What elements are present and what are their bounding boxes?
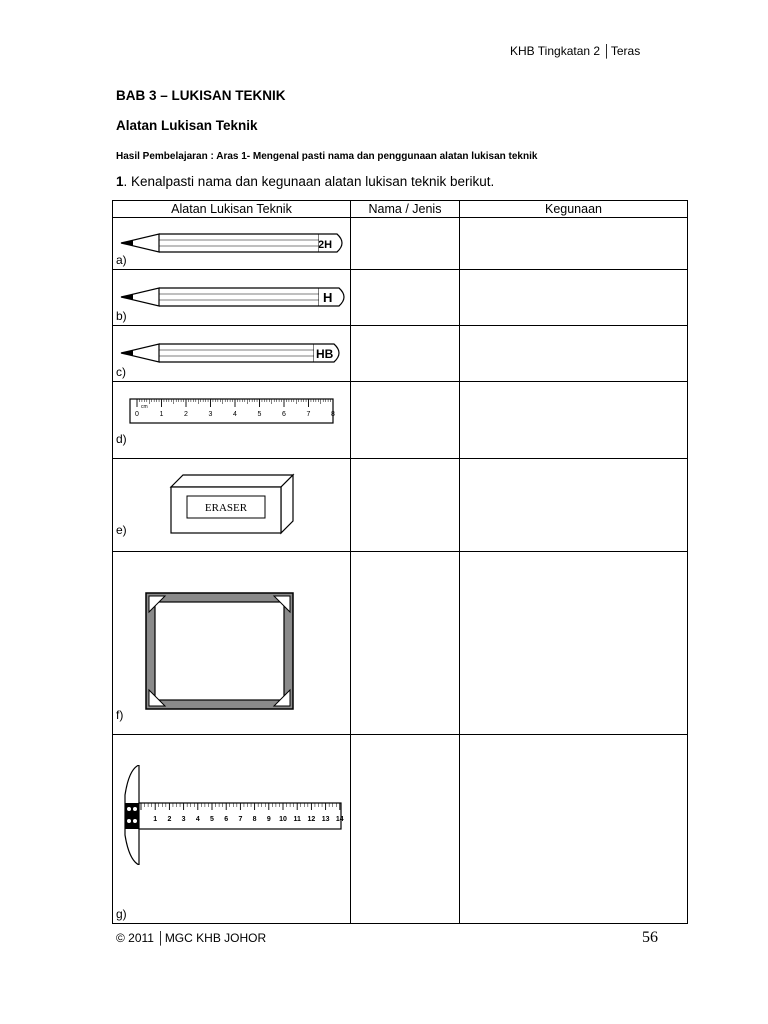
pencil-grade-label: HB <box>316 347 334 361</box>
usage-cell[interactable] <box>460 326 688 382</box>
scale-number: 7 <box>306 411 311 418</box>
name-cell[interactable] <box>351 218 460 270</box>
name-cell[interactable] <box>351 459 460 552</box>
usage-cell[interactable] <box>460 735 688 924</box>
pencil-hb-icon <box>119 340 349 366</box>
learning-outcome: Hasil Pembelajaran : Aras 1- Mengenal pasti nama dan penggunaan alatan lukisan teknik <box>116 151 538 162</box>
usage-cell[interactable] <box>460 218 688 270</box>
header-name: Nama / Jenis <box>351 201 460 218</box>
tool-cell <box>113 270 351 326</box>
table-row <box>113 382 688 459</box>
pencil-grade-label: H <box>323 290 333 305</box>
scale-number: 2 <box>167 816 172 823</box>
page-number: 56 <box>642 929 658 946</box>
usage-cell[interactable] <box>460 552 688 735</box>
table-row <box>113 218 688 270</box>
tool-cell <box>113 459 351 552</box>
row-label: b) <box>116 309 127 323</box>
scale-number: 8 <box>252 816 257 823</box>
row-label: d) <box>116 432 127 446</box>
tool-cell <box>113 326 351 382</box>
scale-number: 13 <box>321 816 330 823</box>
footer-copyright: © 2011 │MGC KHB JOHOR <box>116 931 267 945</box>
name-cell[interactable] <box>351 382 460 459</box>
chapter-title: BAB 3 – LUKISAN TEKNIK <box>116 88 286 103</box>
ruler-icon <box>129 398 335 426</box>
scale-number: 7 <box>238 816 243 823</box>
pencil-h-icon <box>119 284 349 310</box>
table-row <box>113 270 688 326</box>
page-header: KHB Tingkatan 2 │Teras <box>510 44 641 58</box>
table-row <box>113 552 688 735</box>
row-label: g) <box>116 907 127 921</box>
eraser-text: ERASER <box>204 502 248 514</box>
row-label: e) <box>116 523 127 537</box>
pencil-2h-icon <box>119 230 349 256</box>
usage-cell[interactable] <box>460 270 688 326</box>
tool-cell <box>113 218 351 270</box>
scale-number: 1 <box>153 816 158 823</box>
scale-number: 11 <box>293 816 301 823</box>
name-cell[interactable] <box>351 270 460 326</box>
table-row <box>113 459 688 552</box>
t-square-icon <box>119 765 345 865</box>
scale-number: 2 <box>184 411 188 418</box>
scale-number: 14 <box>335 816 344 823</box>
drawing-board-icon <box>145 592 295 712</box>
row-label: f) <box>116 708 124 722</box>
scale-number: 4 <box>195 816 200 823</box>
question-text <box>116 174 494 189</box>
tool-cell <box>113 382 351 459</box>
header-usage: Kegunaan <box>460 201 688 218</box>
pencil-grade-label: 2H <box>318 239 333 251</box>
scale-number: 6 <box>282 411 286 418</box>
tool-cell <box>113 552 351 735</box>
table-row <box>113 326 688 382</box>
header-tool: Alatan Lukisan Teknik <box>113 201 351 218</box>
eraser-icon <box>169 473 297 535</box>
tool-cell <box>113 735 351 924</box>
question-number: 1 <box>116 174 124 189</box>
table-header-row <box>113 201 688 218</box>
table-row <box>113 735 688 924</box>
tools-table <box>112 200 688 924</box>
scale-number: 9 <box>266 816 271 823</box>
section-title: Alatan Lukisan Teknik <box>116 118 258 133</box>
usage-cell[interactable] <box>460 382 688 459</box>
ruler-unit-label: cm <box>141 404 148 410</box>
scale-number: 3 <box>181 816 186 823</box>
scale-number: 3 <box>208 411 213 418</box>
scale-number: 6 <box>224 816 229 823</box>
row-label: a) <box>116 253 127 267</box>
scale-number: 10 <box>279 816 287 823</box>
scale-number: 12 <box>307 816 316 823</box>
scale-number: 5 <box>210 816 214 823</box>
name-cell[interactable] <box>351 326 460 382</box>
question-body: . Kenalpasti nama dan kegunaan alatan lukisan teknik berikut. <box>123 174 495 189</box>
scale-number: 8 <box>331 411 335 418</box>
usage-cell[interactable] <box>460 459 688 552</box>
name-cell[interactable] <box>351 735 460 924</box>
scale-number: 5 <box>257 411 262 418</box>
row-label: c) <box>116 365 126 379</box>
scale-number: 0 <box>135 411 139 418</box>
scale-number: 1 <box>159 411 164 418</box>
scale-number: 4 <box>233 411 237 418</box>
name-cell[interactable] <box>351 552 460 735</box>
